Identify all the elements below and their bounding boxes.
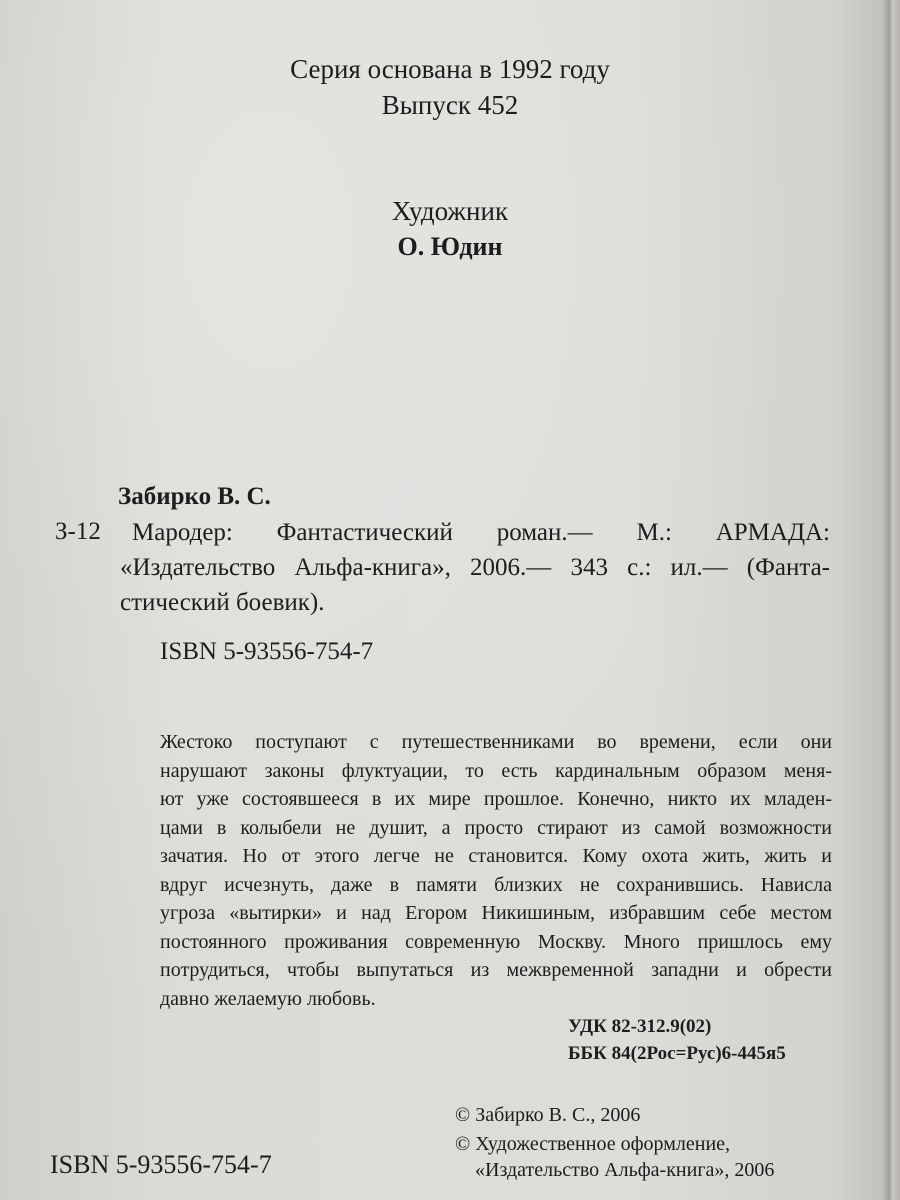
series-line: Серия основана в 1992 году: [290, 54, 610, 84]
annotation-line: давно желаемую любовь.: [160, 987, 376, 1010]
annotation-line: Жестоко поступают с путешественниками во времени, если они: [160, 731, 832, 753]
copyright-publisher: «Издательство Альфа-книга», 2006: [475, 1159, 775, 1181]
catalog-isbn: ISBN 5-93556-754-7: [160, 638, 374, 665]
catalog-code: З-12: [55, 518, 101, 545]
annotation-line: постоянного проживания современную Москву. Много пришлось ему: [160, 930, 832, 953]
bbk-code: ББК 84(2Рос=Рус)6-445я5: [568, 1043, 786, 1064]
artist-label: Художник: [391, 196, 509, 226]
catalog-line: стический боевик).: [120, 589, 325, 616]
catalog-line: Мародер: Фантастический роман.— М.: АРМАДА:: [132, 519, 830, 546]
copyright-author: © Забирко В. С., 2006: [455, 1104, 641, 1126]
annotation-line: цами в колыбели не душит, а просто стирают из самой возможности: [160, 816, 832, 839]
annotation-line: нарушают законы флуктуации, то есть кардинальным образом меня-: [160, 759, 832, 782]
page-edge: [882, 0, 900, 1200]
artist-name: О. Юдин: [397, 232, 503, 261]
issue-line: Выпуск 452: [381, 90, 519, 120]
udk-code: УДК 82-312.9(02): [568, 1016, 712, 1037]
annotation: [160, 728, 832, 1013]
copyright-design: © Художественное оформление,: [455, 1133, 731, 1155]
annotation-line: потрудиться, чтобы выпутаться из межвременной западни и обрести: [160, 959, 832, 981]
annotation-line: ют уже состоявшееся в их мире прошлое. Конечно, никто их младен-: [160, 788, 832, 810]
annotation-line: вдруг исчезнуть, даже в памяти близких не сохранившись. Нависла: [160, 873, 832, 896]
annotation-line: угроза «вытирки» и над Егором Никишиным, избравшим себе местом: [160, 902, 832, 924]
catalog-line: «Издательство Альфа-книга», 2006.— 343 с.: ил.— (Фанта-: [120, 554, 830, 581]
annotation-line: зачатия. Но от этого легче не становится. Кому охота жить, жить и: [160, 845, 832, 867]
catalog-description: [120, 515, 830, 620]
footer-isbn: ISBN 5-93556-754-7: [50, 1150, 272, 1179]
catalog-author: Забирко В. С.: [118, 483, 271, 510]
